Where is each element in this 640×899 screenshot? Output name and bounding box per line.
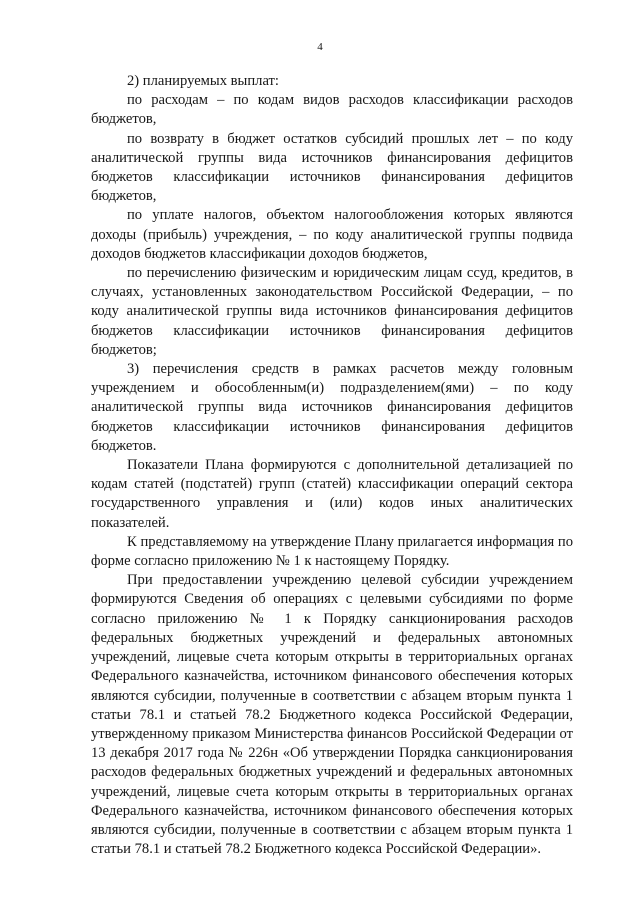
page-number: 4 [317, 41, 323, 53]
paragraph-transfers: 3) перечисления средств в рамках расчетов между головным учреждением и обособленным(и) подразделением(ями) – по коду аналитической группы вида источников финансирования дефицитов бюджетов классификации источников финансирования дефицитов бюджетов. [91, 361, 573, 454]
paragraph-taxes: по уплате налогов, объектом налогообложения которых являются доходы (прибыль) учреждения, – по коду аналитической группы подвида доходов бюджетов классификации доходов бюджетов, [91, 207, 573, 262]
paragraph-plan-attachment: К представляемому на утверждение Плану прилагается информация по форме согласно приложению № 1 к настоящему Порядку. [91, 533, 573, 570]
document-body [91, 72, 573, 859]
paragraph-planned-payments: 2) планируемых выплат: [127, 73, 279, 89]
paragraph-plan-indicators: Показатели Плана формируются с дополнительной детализацией по кодам статей (подстатей) групп (статей) классификации операций сектора государственного управления и (или) кодов иных аналитических показателей. [91, 457, 573, 531]
paragraph-expenses: по расходам – по кодам видов расходов классификации расходов бюджетов, [91, 92, 573, 128]
paragraph-subsidy-return: по возврату в бюджет остатков субсидий прошлых лет – по коду аналитической группы вида источников финансирования дефицитов бюджетов классификации источников финансирования дефицитов бюджетов, [91, 130, 573, 205]
paragraph-loans: по перечислению физическим и юридическим лицам ссуд, кредитов, в случаях, установленных законодательством Российской Федерации, – по коду аналитической группы вида источников финансирования дефицитов бюджетов классификации источников финансирования дефицитов бюджетов; [91, 265, 573, 358]
paragraph-targeted-subsidy: При предоставлении учреждению целевой субсидии учреждением формируются Сведения об операциях с целевыми субсидиями по форме согласно приложению № 1 к Порядку санкционирования расходов федеральных бюджетных учреждений и федеральных автономных учреждений, лицевые счета которым открыты в территориальных органах Федерального казначейства, источником финансового обеспечения которых являются субсидии, полученные в соответствии с абзацем вторым пункта 1 статьи 78.1 и статьей 78.2 Бюджетного кодекса Российской Федерации, утвержденному приказом Министерства финансов Российской Федерации от 13 декабря 2017 года № 226н «Об утверждении Порядка санкционирования расходов федеральных бюджетных учреждений и федеральных автономных учреждений, лицевые счета которым открыты в территориальных органах Федерального казначейства, источником финансового обеспечения которых являются субсидии, полученные в соответствии с абзацем вторым пункта 1 статьи 78.1 и статьей 78.2 Бюджетного кодекса Российской Федерации». [91, 572, 573, 858]
